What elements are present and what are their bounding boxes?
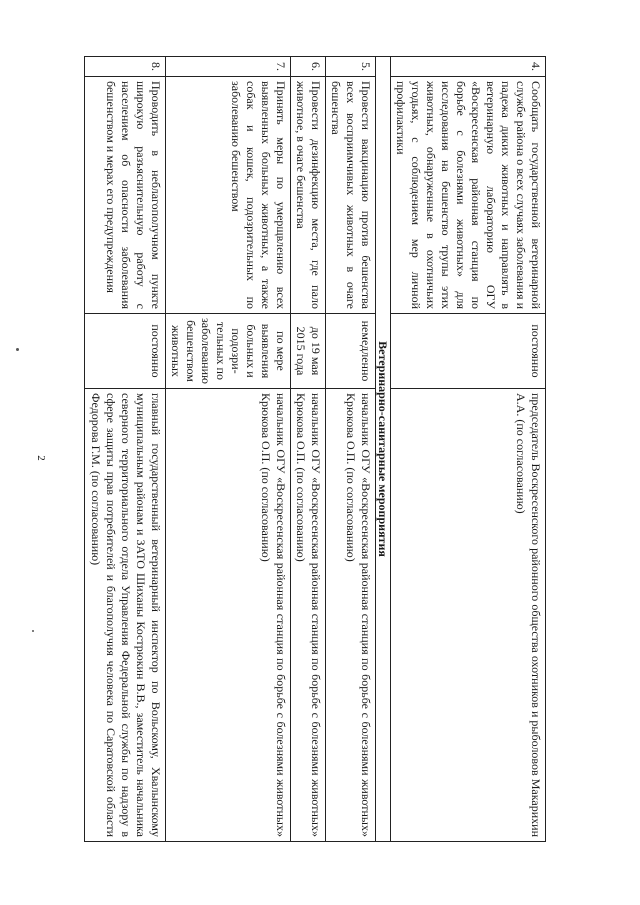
responsible-cell: главный государственный ветеринарный инспектор по Вольскому, Хвалынскому муниципальным районам и ЗАТО Шиханы Кострюкин В.В., заместитель начальника северного территориального отдела Управления Федеральной службы по надзору в сфере защиты прав потребителей и благополучия человека по Саратовской области Федорова Г.М. (по согласованию) — [85, 389, 166, 842]
row-number: 5. — [326, 57, 376, 77]
due-cell: постоянно — [391, 314, 546, 389]
responsible-cell: председатель Воскресенского районного общества охотников и рыболовов Макарихин А.А. (по согласованию) — [391, 389, 546, 842]
rotated-document — [84, 56, 546, 841]
responsible-cell: начальник ОГУ «Воскресенская районная станция по борьбе с болезнями животных» Крюкова О.П. (по согласованию) — [291, 389, 326, 842]
row-number: 6. — [291, 57, 326, 77]
action-cell: Провести вакцинацию против бешенства всех восприимчивых животных в очаге бешенства — [326, 77, 376, 314]
table-row — [166, 57, 291, 842]
row-number: 8. — [85, 57, 166, 77]
row-number: 4. — [391, 57, 546, 77]
row-number: 7. — [166, 57, 291, 77]
responsible-cell: начальник ОГУ «Воскресенская районная станция по борьбе с болезнями животных» Крюкова О.П. (по согласованию) — [166, 389, 291, 842]
due-cell: по мере выявления больных и подозри-тельных по заболеванию бешенством животных — [166, 314, 291, 389]
responsible-cell: начальник ОГУ «Воскресенская районная станция по борьбе с болезнями животных» Крюкова О.П. (по согласованию) — [326, 389, 376, 842]
table-row — [85, 57, 166, 842]
section-title: Ветеринарно-санитарные мероприятия — [376, 57, 391, 842]
measures-table — [84, 56, 546, 842]
action-cell: Проводить в неблагополучном пункте широкую разъяснительную работу с населением об опасности заболевания бешенством и мерах его предупреждения — [85, 77, 166, 314]
page-number: 2 — [34, 455, 47, 461]
table-row — [326, 57, 376, 842]
action-cell: Сообщать государственной ветеринарной службе района о всех случаях заболевания и падежа диких животных и направлять в ветеринарную лабораторию ОГУ «Воскресенская районная станция по борьбе с болезнями животных» для исследования на бешенство трупы этих животных, обнаруженные в охотничьих угодьях, с соблюдением мер личной профилактики — [391, 77, 546, 314]
due-cell: до 19 мая 2015 года — [291, 314, 326, 389]
action-cell: Принять меры по умерщвлению всех выявленных больных животных, а также собак и кошек, подозрительных по заболеванию бешенством — [166, 77, 291, 314]
due-cell: постоянно — [85, 314, 166, 389]
action-cell: Провести дезинфекцию места, где пало животное, в очаге бешенства — [291, 77, 326, 314]
section-header-row — [376, 57, 391, 842]
table-row — [391, 57, 546, 842]
table-row — [291, 57, 326, 842]
scan-speck — [32, 630, 34, 632]
scan-speck — [16, 348, 19, 351]
due-cell: немедленно — [326, 314, 376, 389]
